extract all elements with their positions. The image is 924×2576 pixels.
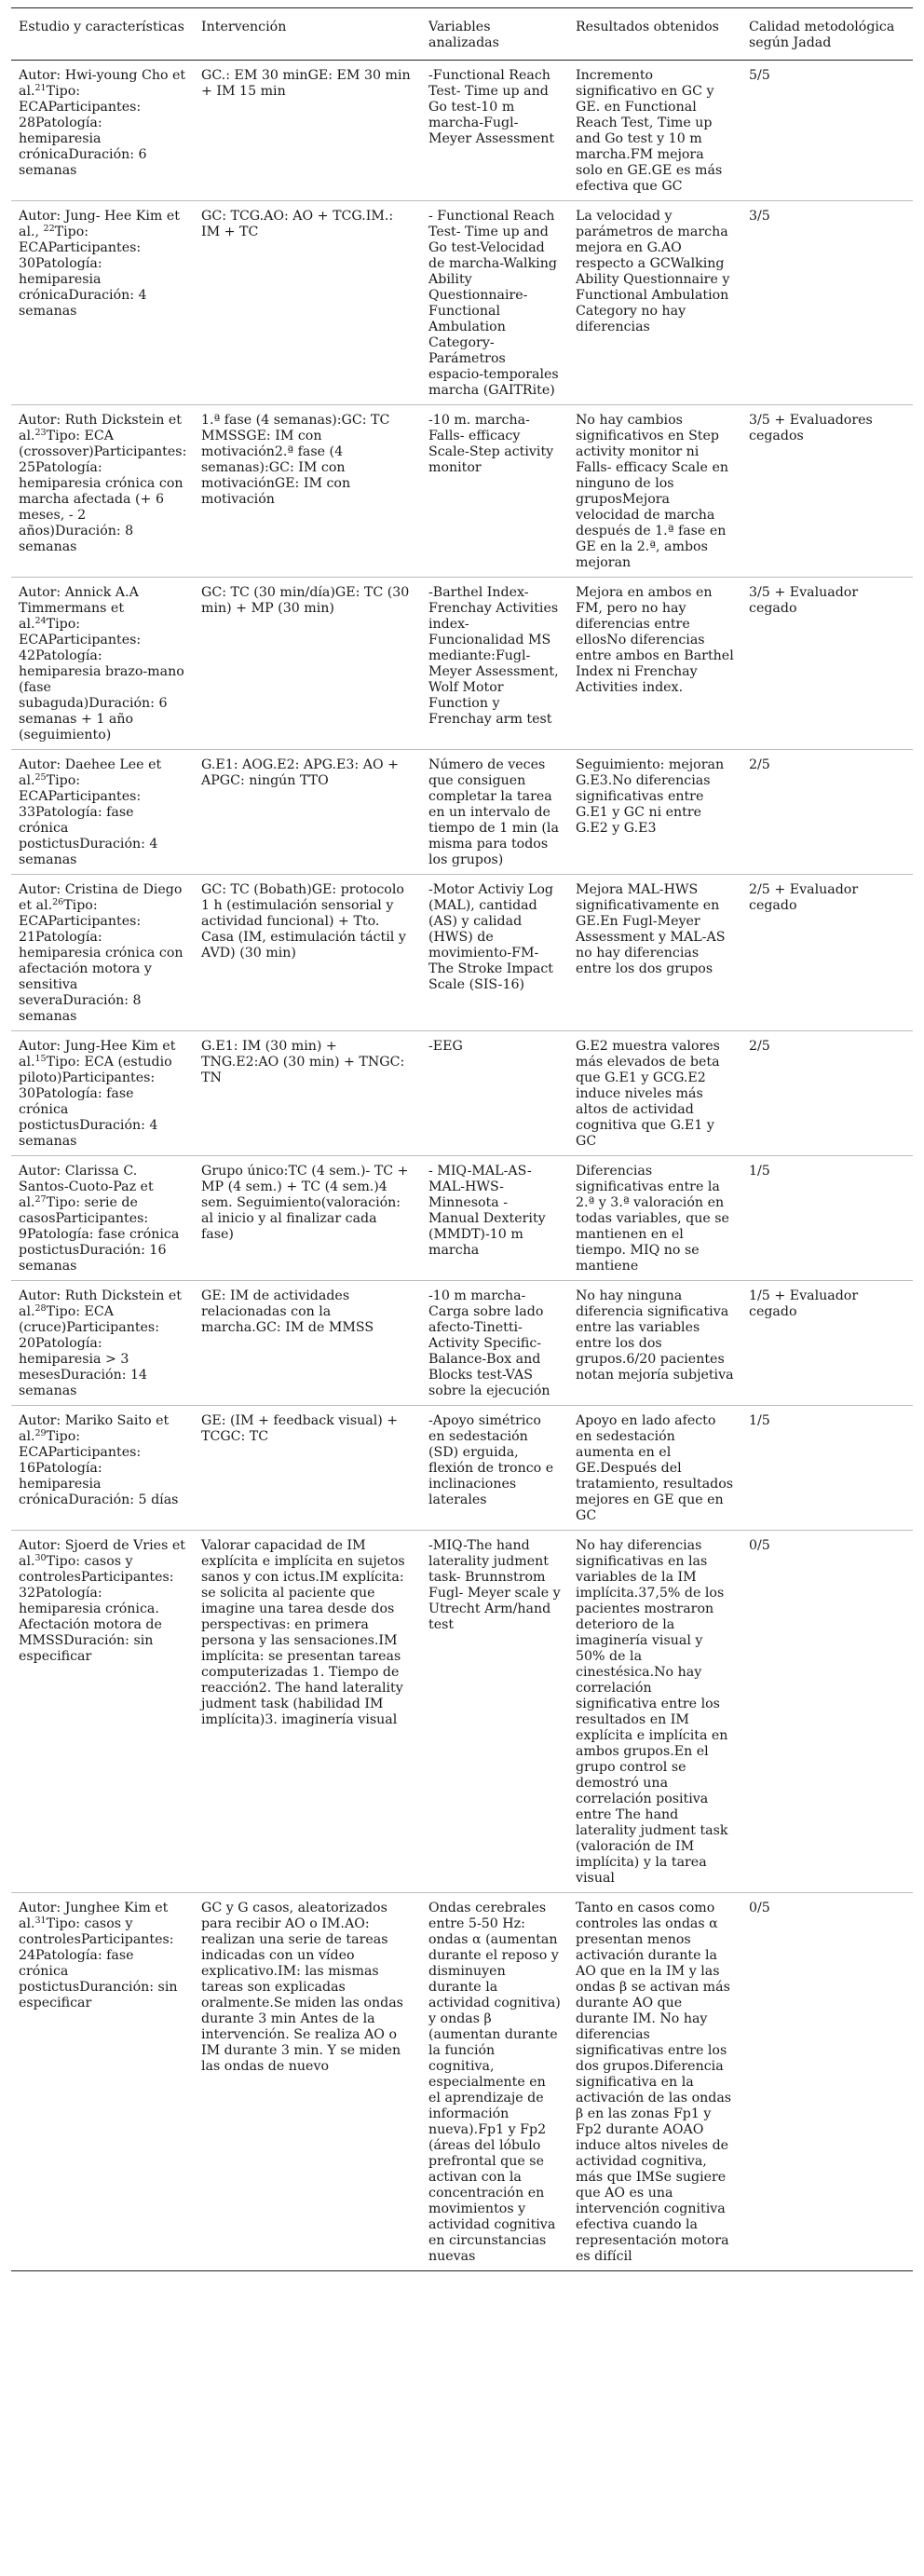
table-container xyxy=(11,7,913,2271)
table-row xyxy=(11,201,913,405)
study-cell xyxy=(11,750,194,875)
reference-link[interactable]: 27 xyxy=(34,1194,47,1205)
study-details: Tipo: serie de casosParticipantes: 9Patología: fase crónica postictusDuración: 16 semanas xyxy=(19,1195,180,1274)
variables-cell: -Motor Activiy Log (MAL), cantidad (AS) y calidad (HWS) de movimiento-FM-The Stroke Impact Scale (SIS-16) xyxy=(421,875,568,1031)
table-row xyxy=(11,1281,913,1406)
study-cell xyxy=(11,61,194,201)
header-intervention: Intervención xyxy=(194,8,421,61)
study-author: Autor: Hwi-young Cho et al. xyxy=(19,68,186,99)
study-cell xyxy=(11,1406,194,1531)
intervention-cell: GC.: EM 30 minGE: EM 30 min + IM 15 min xyxy=(194,61,421,201)
quality-cell: 0/5 xyxy=(741,1893,913,2271)
table-row xyxy=(11,1031,913,1156)
intervention-cell: Valorar capacidad de IM explícita e implícita en sujetos sanos y con ictus.IM explícita: se solicita al paciente que imagine una tarea desde dos perspectivas: en primera persona y las sensaciones.IM implícita: se presentan tareas computerizadas 1. Tiempo de reacción2. The hand laterality judment task (habilidad IM implícita)3. imaginería visual xyxy=(194,1531,421,1893)
study-cell xyxy=(11,405,194,578)
header-variables: Variables analizadas xyxy=(421,8,568,61)
results-cell: La velocidad y parámetros de marcha mejora en G.AO respecto a GCWalking Ability Questionnaire y Functional Ambulation Category no hay diferencias xyxy=(568,201,741,405)
intervention-cell: GC y G casos, aleatorizados para recibir AO o IM.AO: realizan una serie de tareas indicadas con un vídeo explicativo.IM: las mismas tareas son explicadas oralmente.Se miden las ondas durante 3 min Antes de la intervención. Se realiza AO o IM durante 3 min. Y se miden las ondas de nuevo xyxy=(194,1893,421,2271)
quality-cell: 0/5 xyxy=(741,1531,913,1893)
intervention-cell: G.E1: IM (30 min) + TNG.E2:AO (30 min) + TNGC: TN xyxy=(194,1031,421,1156)
quality-cell: 2/5 xyxy=(741,750,913,875)
quality-cell: 3/5 + Evaluadores cegados xyxy=(741,405,913,578)
study-cell xyxy=(11,1893,194,2271)
results-cell: No hay cambios significativos en Step activity monitor ni Falls- efficacy Scale en ninguno de los gruposMejora velocidad de marcha después de 1.ª fase en GE en la 2.ª, ambos mejoran xyxy=(568,405,741,578)
intervention-cell: GE: IM de actividades relacionadas con la marcha.GC: IM de MMSS xyxy=(194,1281,421,1406)
study-details: Tipo: ECA (crossover)Participantes: 25Patología: hemiparesia crónica con marcha afectada (+ 6 meses, - 2 años)Duración: 8 semanas xyxy=(19,429,187,554)
intervention-cell: Grupo único:TC (4 sem.)- TC + MP (4 sem.) + TC (4 sem.)4 sem. Seguimiento(valoración: al inicio y al finalizar cada fase) xyxy=(194,1156,421,1281)
table-row xyxy=(11,405,913,578)
reference-link[interactable]: 23 xyxy=(34,428,47,438)
study-cell xyxy=(11,1281,194,1406)
study-author: Autor: Clarissa C. Santos-Cuoto-Paz et al. xyxy=(19,1164,154,1210)
results-cell: Diferencias significativas entre la 2.ª y 3.ª valoración en todas variables, que se mantienen en el tiempo. MIQ no se mantiene xyxy=(568,1156,741,1281)
study-cell xyxy=(11,875,194,1031)
results-cell: Mejora en ambos en FM, pero no hay diferencias entre ellosNo diferencias entre ambos en Barthel Index ni Frenchay Activities index. xyxy=(568,578,741,750)
study-author: Autor: Daehee Lee et al. xyxy=(19,757,162,788)
variables-cell: Ondas cerebrales entre 5-50 Hz: ondas α (aumentan durante el reposo y disminuyen durante la actividad cognitiva) y ondas β (aumentan durante la función cognitiva, especialmente en el aprendizaje de información nueva).Fp1 y Fp2 (áreas del lóbulo prefrontal que se activan con la concentración en movimientos y actividad cognitiva en circunstancias nuevas xyxy=(421,1893,568,2271)
reference-link[interactable]: 21 xyxy=(34,83,47,93)
reference-link[interactable]: 15 xyxy=(34,1054,47,1064)
variables-cell: -Apoyo simétrico en sedestación (SD) erguida, flexión de tronco e inclinaciones laterales xyxy=(421,1406,568,1531)
study-details: Tipo: ECAParticipantes: 28Patología: hemiparesia crónicaDuración: 6 semanas xyxy=(19,84,147,178)
quality-cell: 1/5 xyxy=(741,1156,913,1281)
quality-cell: 3/5 xyxy=(741,201,913,405)
study-author: Autor: Jung-Hee Kim et al. xyxy=(19,1039,176,1070)
study-author: Autor: Sjoerd de Vries et al. xyxy=(19,1538,185,1569)
variables-cell: -EEG xyxy=(421,1031,568,1156)
reference-link[interactable]: 28 xyxy=(34,1303,47,1314)
results-cell: No hay diferencias significativas en las variables de la IM implícita.37,5% de los pacientes mostraron deterioro de la imaginería visual y 50% de la cinestésica.No hay correlación significativa entre los resultados en IM explícita e implícita en ambos grupos.En el grupo control se demostró una correlación positiva entre The hand laterality judment task (valoración de IM implícita) y la tarea visual xyxy=(568,1531,741,1893)
study-details: Tipo: casos y controlesParticipantes: 32Patología: hemiparesia crónica. Afectación motora de MMSSDuración: sin especificar xyxy=(19,1554,174,1664)
variables-cell: -10 m. marcha-Falls- efficacy Scale-Step activity monitor xyxy=(421,405,568,578)
results-cell: G.E2 muestra valores más elevados de beta que G.E1 y GCG.E2 induce niveles más altos de actividad cognitiva que G.E1 y GC xyxy=(568,1031,741,1156)
study-author: Autor: Cristina de Diego et al. xyxy=(19,882,183,913)
header-study: Estudio y características xyxy=(11,8,194,61)
table-row xyxy=(11,1893,913,2271)
study-author: Autor: Mariko Saito et al. xyxy=(19,1413,170,1444)
study-details: Tipo: ECA (cruce)Participantes: 20Patología: hemiparesia > 3 mesesDuración: 14 semanas xyxy=(19,1304,159,1398)
quality-cell: 2/5 + Evaluador cegado xyxy=(741,875,913,1031)
study-cell xyxy=(11,1156,194,1281)
results-cell: Incremento significativo en GC y GE. en Functional Reach Test, Time up and Go test y 10 m marcha.FM mejora solo en GE.GE es más efectiva que GC xyxy=(568,61,741,201)
header-results: Resultados obtenidos xyxy=(568,8,741,61)
table-header xyxy=(11,8,913,61)
reference-link[interactable]: 30 xyxy=(34,1553,47,1563)
table-row xyxy=(11,750,913,875)
results-cell: Seguimiento: mejoran G.E3.No diferencias significativas entre G.E1 y GC ni entre G.E2 y G.E3 xyxy=(568,750,741,875)
study-cell xyxy=(11,1531,194,1893)
study-author: Autor: Annick A.A Timmermans et al. xyxy=(19,585,139,632)
study-details: Tipo: ECAParticipantes: 30Patología: hemiparesia crónicaDuración: 4 semanas xyxy=(19,225,147,319)
intervention-cell: GC: TCG.AO: AO + TCG.IM.: IM + TC xyxy=(194,201,421,405)
quality-cell: 2/5 xyxy=(741,1031,913,1156)
reference-link[interactable]: 29 xyxy=(34,1428,47,1438)
intervention-cell: GC: TC (30 min/día)GE: TC (30 min) + MP (30 min) xyxy=(194,578,421,750)
intervention-cell: GC: TC (Bobath)GE: protocolo 1 h (estimulación sensorial y actividad funcional) + Tto. Casa (IM, estimulación táctil y AVD) (30 min) xyxy=(194,875,421,1031)
variables-cell: -Functional Reach Test- Time up and Go test-10 m marcha-Fugl-Meyer Assessment xyxy=(421,61,568,201)
variables-cell: -10 m marcha-Carga sobre lado afecto-Tinetti-Activity Specific-Balance-Box and Blocks test-VAS sobre la ejecución xyxy=(421,1281,568,1406)
table-row xyxy=(11,875,913,1031)
table-row xyxy=(11,61,913,201)
variables-cell: -Barthel Index-Frenchay Activities index-Funcionalidad MS mediante:Fugl-Meyer Assessment, Wolf Motor Function y Frenchay arm test xyxy=(421,578,568,750)
study-cell xyxy=(11,201,194,405)
variables-cell: - Functional Reach Test- Time up and Go test-Velocidad de marcha-Walking Ability Questionnaire-Functional Ambulation Category-Parámetros espacio-temporales marcha (GAITRite) xyxy=(421,201,568,405)
study-author: Autor: Junghee Kim et al. xyxy=(19,1901,169,1931)
table-row xyxy=(11,1406,913,1531)
quality-cell: 1/5 xyxy=(741,1406,913,1531)
variables-cell: -MIQ-The hand laterality judment task- Brunnstrom Fugl- Meyer scale y Utrecht Arm/hand test xyxy=(421,1531,568,1893)
quality-cell: 5/5 xyxy=(741,61,913,201)
study-details: Tipo: ECAParticipantes: 33Patología: fase crónica postictusDuración: 4 semanas xyxy=(19,773,158,867)
studies-table xyxy=(11,7,913,2271)
study-details: Tipo: ECAParticipantes: 42Patología: hemiparesia brazo-mano (fase subaguda)Duración: 6 semanas + 1 año (seguimiento) xyxy=(19,617,184,743)
results-cell: Mejora MAL-HWS significativamente en GE.En Fugl-Meyer Assessment y MAL-AS no hay diferencias entre los dos grupos xyxy=(568,875,741,1031)
study-author: Autor: Ruth Dickstein et al. xyxy=(19,413,182,443)
intervention-cell: GE: (IM + feedback visual) + TCGC: TC xyxy=(194,1406,421,1531)
variables-cell: - MIQ-MAL-AS-MAL-HWS-Minnesota - Manual Dexterity (MMDT)-10 m marcha xyxy=(421,1156,568,1281)
intervention-cell: 1.ª fase (4 semanas):GC: TC MMSSGE: IM con motivación2.ª fase (4 semanas):GC: IM con motivaciónGE: IM con motivación xyxy=(194,405,421,578)
results-cell: Tanto en casos como controles las ondas α presentan menos activación durante la AO que en la IM y las ondas β se activan más durante AO que durante IM. No hay diferencias significativas entre los dos grupos.Diferencia significativa en la activación de las ondas β en las zonas Fp1 y Fp2 durante AOAO induce altos niveles de actividad cognitiva, más que IMSe sugiere que AO es una intervención cognitiva efectiva cuando la representación motora es difícil xyxy=(568,1893,741,2271)
reference-link[interactable]: 24 xyxy=(34,616,47,626)
study-author: Autor: Ruth Dickstein et al. xyxy=(19,1288,182,1319)
header-quality: Calidad metodológica según Jadad xyxy=(741,8,913,61)
study-author: Autor: Jung- Hee Kim et al., xyxy=(19,209,180,239)
quality-cell: 3/5 + Evaluador cegado xyxy=(741,578,913,750)
table-row xyxy=(11,578,913,750)
reference-link[interactable]: 22 xyxy=(43,224,55,234)
table-row xyxy=(11,1531,913,1893)
study-cell xyxy=(11,578,194,750)
reference-link[interactable]: 25 xyxy=(34,772,47,783)
results-cell: No hay ninguna diferencia significativa entre las variables entre los dos grupos.6/20 pacientes notan mejoría subjetiva xyxy=(568,1281,741,1406)
study-cell xyxy=(11,1031,194,1156)
study-details: Tipo: ECAParticipantes: 21Patología: hemiparesia crónica con afectación motora y sensitiva severaDuración: 8 semanas xyxy=(19,898,183,1024)
results-cell: Apoyo en lado afecto en sedestación aumenta en el GE.Después del tratamiento, resultados mejores en GE que en GC xyxy=(568,1406,741,1531)
study-details: Tipo: ECA (estudio piloto)Participantes: 30Patología: fase crónica postictusDuración: 4 semanas xyxy=(19,1055,172,1149)
intervention-cell: G.E1: AOG.E2: APG.E3: AO + APGC: ningún TTO xyxy=(194,750,421,875)
study-details: Tipo: ECAParticipantes: 16Patología: hemiparesia crónicaDuración: 5 días xyxy=(19,1429,179,1507)
reference-link[interactable]: 26 xyxy=(52,897,64,907)
table-body xyxy=(11,61,913,2271)
reference-link[interactable]: 31 xyxy=(34,1915,47,1926)
study-details: Tipo: casos y controlesParticipantes: 24Patología: fase crónica postictusDuranción: sin especificar xyxy=(19,1916,178,2010)
variables-cell: Número de veces que consiguen completar la tarea en un intervalo de tiempo de 1 min (la misma para todos los grupos) xyxy=(421,750,568,875)
table-row xyxy=(11,1156,913,1281)
quality-cell: 1/5 + Evaluador cegado xyxy=(741,1281,913,1406)
